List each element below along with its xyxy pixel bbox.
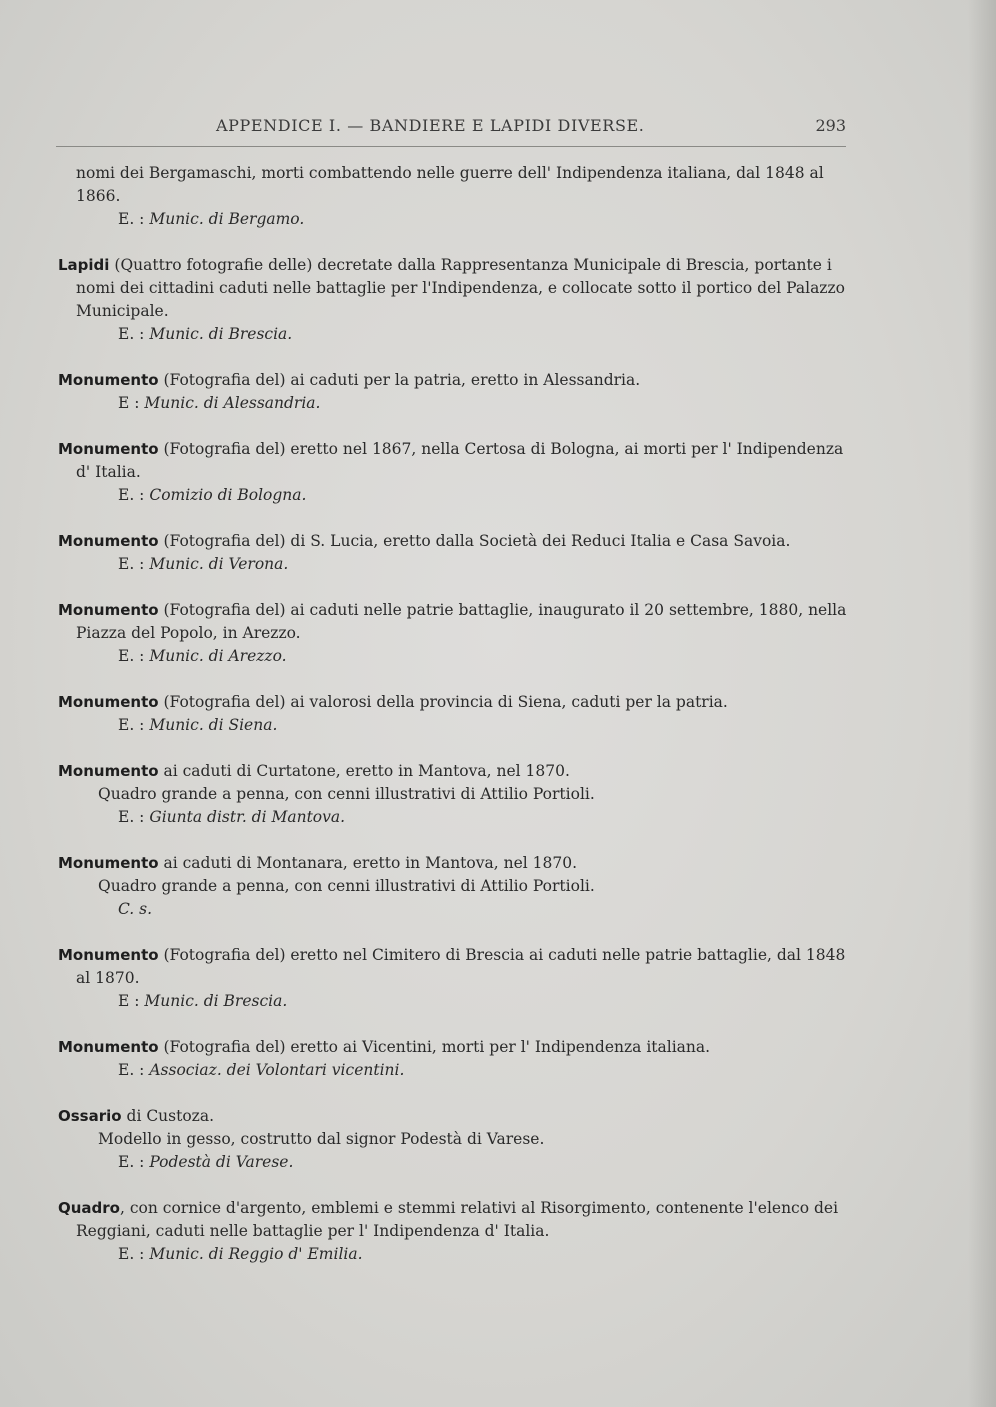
- source-name: Podestà di Varese.: [149, 1153, 294, 1171]
- entry-line: [58, 944, 854, 990]
- catalog-entry: [58, 1036, 854, 1082]
- entry-heading: Monumento: [58, 1038, 159, 1056]
- entry-source: [58, 1059, 854, 1082]
- entry-line: [58, 530, 854, 553]
- catalog-entry: [58, 852, 854, 921]
- page-number: 293: [815, 116, 846, 135]
- entry-note: Modello in gesso, costrutto dal signor Podestà di Varese.: [98, 1130, 545, 1148]
- entry-text: (Fotografia del) eretto nel Cimitero di Brescia ai caduti nelle patrie battaglie, dal 1848 al 1870.: [76, 946, 846, 987]
- entry-source: [58, 645, 854, 668]
- entry-heading: Monumento: [58, 532, 159, 550]
- entry-text: (Fotografia del) di S. Lucia, eretto dalla Società dei Reduci Italia e Casa Savoia.: [163, 532, 791, 550]
- entry-text: (Fotografia del) eretto nel 1867, nella Certosa di Bologna, ai morti per l' Indipendenza d' Italia.: [76, 440, 844, 481]
- catalog-entry: [58, 369, 854, 415]
- entry-line: [58, 438, 854, 484]
- entry-line: [58, 1197, 854, 1243]
- catalog-entry: [58, 162, 854, 231]
- entry-source: [58, 806, 854, 829]
- entry-source: [58, 208, 854, 231]
- source-prefix: E :: [118, 394, 140, 412]
- entry-text: (Fotografia del) ai caduti nelle patrie battaglie, inaugurato il 20 settembre, 1880, nella Piazza del Popolo, in Arezzo.: [76, 601, 847, 642]
- catalog-entry: [58, 944, 854, 1013]
- source-prefix: E. :: [118, 808, 145, 826]
- entry-note: Quadro grande a penna, con cenni illustrativi di Attilio Portioli.: [98, 785, 595, 803]
- entry-line: [58, 254, 854, 323]
- entry-text: (Fotografia del) ai valorosi della provincia di Siena, caduti per la patria.: [163, 693, 728, 711]
- catalog-entry: [58, 691, 854, 737]
- source-prefix: E. :: [118, 1061, 145, 1079]
- catalog-entry: [58, 438, 854, 507]
- source-prefix: E. :: [118, 647, 145, 665]
- catalog-entry: [58, 530, 854, 576]
- source-name: Giunta distr. di Mantova.: [149, 808, 346, 826]
- entry-line: [58, 1105, 854, 1128]
- entry-text: , con cornice d'argento, emblemi e stemmi relativi al Risorgimento, contenente l'elenco dei Reggiani, caduti nelle battaglie per l' Indipendenza d' Italia.: [76, 1199, 839, 1240]
- entry-text: nomi dei Bergamaschi, morti combattendo nelle guerre dell' Indipendenza italiana, dal 1848 al 1866.: [76, 164, 824, 205]
- source-prefix: E. :: [118, 1245, 145, 1263]
- source-name: Munic. di Alessandria.: [144, 394, 321, 412]
- page-body: [58, 162, 854, 1289]
- source-name: Munic. di Verona.: [149, 555, 289, 573]
- entry-heading: Monumento: [58, 854, 159, 872]
- source-prefix: E. :: [118, 555, 145, 573]
- entry-line: [58, 852, 854, 875]
- entry-text: ai caduti di Montanara, eretto in Mantova, nel 1870.: [163, 854, 577, 872]
- entry-source: [58, 323, 854, 346]
- entry-text: di Custoza.: [126, 1107, 215, 1125]
- entry-text: ai caduti di Curtatone, eretto in Mantova, nel 1870.: [163, 762, 570, 780]
- catalog-entry: [58, 1197, 854, 1266]
- entry-heading: Monumento: [58, 693, 159, 711]
- entry-heading: Lapidi: [58, 256, 110, 274]
- entry-note: Quadro grande a penna, con cenni illustrativi di Attilio Portioli.: [98, 877, 595, 895]
- source-name: Associaz. dei Volontari vicentini.: [149, 1061, 405, 1079]
- source-prefix: E. :: [118, 1153, 145, 1171]
- source-prefix: E. :: [118, 716, 145, 734]
- entry-source: [58, 553, 854, 576]
- entry-heading: Monumento: [58, 762, 159, 780]
- entry-line: [58, 1036, 854, 1059]
- entry-source: [58, 392, 854, 415]
- running-title: APPENDICE I. — BANDIERE E LAPIDI DIVERSE.: [216, 116, 645, 135]
- entry-heading: Ossario: [58, 1107, 122, 1125]
- source-prefix: E :: [118, 992, 140, 1010]
- entry-heading: Monumento: [58, 946, 159, 964]
- source-name: C. s.: [118, 900, 153, 918]
- source-name: Munic. di Bergamo.: [149, 210, 305, 228]
- source-name: Munic. di Brescia.: [144, 992, 288, 1010]
- source-name: Munic. di Brescia.: [149, 325, 293, 343]
- source-name: Munic. di Reggio d' Emilia.: [149, 1245, 363, 1263]
- entry-text: (Quattro fotografie delle) decretate dalla Rappresentanza Municipale di Brescia, portante i nomi dei cittadini caduti nelle battaglie per l'Indipendenza, e collocate sotto il portico del Palazzo Municipale.: [76, 256, 845, 320]
- entry-source: [58, 714, 854, 737]
- catalog-entry: [58, 599, 854, 668]
- catalog-entry: [58, 254, 854, 346]
- entry-text: (Fotografia del) eretto ai Vicentini, morti per l' Indipendenza italiana.: [163, 1038, 711, 1056]
- header-rule: [56, 146, 846, 147]
- catalog-entry: [58, 1105, 854, 1174]
- entry-source: [58, 1151, 854, 1174]
- source-name: Munic. di Siena.: [149, 716, 278, 734]
- page-edge-shadow: [968, 0, 996, 1407]
- entry-line: [58, 760, 854, 783]
- source-name: Comizio di Bologna.: [149, 486, 307, 504]
- entry-source: [58, 990, 854, 1013]
- entry-heading: Monumento: [58, 440, 159, 458]
- entry-line: [58, 369, 854, 392]
- entry-text: (Fotografia del) ai caduti per la patria, eretto in Alessandria.: [163, 371, 641, 389]
- entry-source: [58, 1243, 854, 1266]
- catalog-entry: [58, 760, 854, 829]
- entry-heading: Monumento: [58, 371, 159, 389]
- entry-source: [58, 484, 854, 507]
- entry-heading: Quadro: [58, 1199, 120, 1217]
- source-prefix: E. :: [118, 325, 145, 343]
- entry-line: [58, 599, 854, 645]
- source-prefix: E. :: [118, 210, 145, 228]
- page-header: [56, 116, 846, 140]
- source-name: Munic. di Arezzo.: [149, 647, 287, 665]
- source-prefix: E. :: [118, 486, 145, 504]
- entry-line: [58, 691, 854, 714]
- entry-heading: Monumento: [58, 601, 159, 619]
- entry-source: [58, 898, 854, 921]
